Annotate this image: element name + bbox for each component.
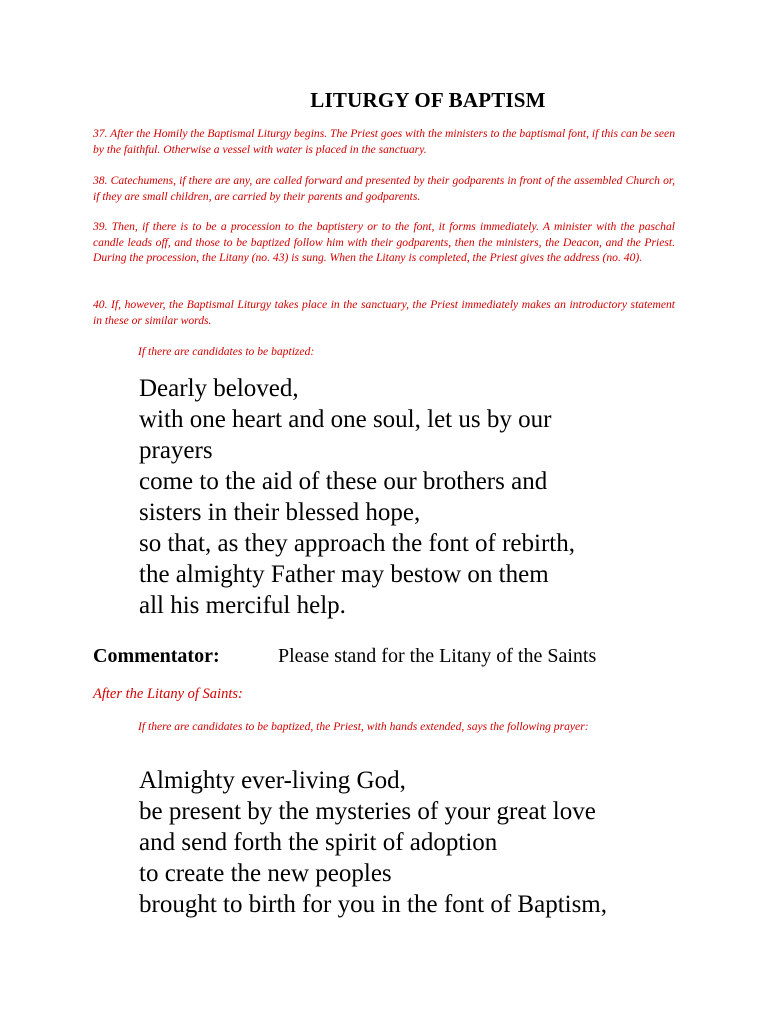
rubric-37: 37. After the Homily the Baptismal Liturgy begins. The Priest goes with the ministers to the baptismal font, if this can be seen by the faithful. Otherwise a vessel with water is placed in the sanctuary. <box>93 127 675 156</box>
commentator-row <box>93 644 713 668</box>
rubric-after-litany: After the Litany of Saints: <box>93 686 243 702</box>
address-text <box>139 373 699 621</box>
rubric-prayer-intro: If there are candidates to be baptized, the Priest, with hands extended, says the following prayer: <box>138 720 589 733</box>
address-line: sisters in their blessed hope, <box>139 499 421 526</box>
rubric-candidates-intro: If there are candidates to be baptized: <box>138 345 315 358</box>
address-line: come to the aid of these our brothers and <box>139 468 548 495</box>
rubric-38: 38. Catechumens, if there are any, are called forward and presented by their godparents in front of the assembled Church or, if they are small children, are carried by their parents and godparents. <box>93 174 675 203</box>
commentator-text: Please stand for the Litany of the Saints <box>278 645 597 667</box>
address-line: with one heart and one soul, let us by our <box>139 406 552 433</box>
prayer-line: to create the new peoples <box>139 860 392 887</box>
address-line: prayers <box>139 437 213 464</box>
rubric-40: 40. If, however, the Baptismal Liturgy takes place in the sanctuary, the Priest immediately makes an introductory statement in these or similar words. <box>93 298 675 327</box>
prayer-line: and send forth the spirit of adoption <box>139 829 498 856</box>
address-line: Dearly beloved, <box>139 375 299 402</box>
commentator-label: Commentator: <box>93 645 220 667</box>
prayer-line: be present by the mysteries of your great love <box>139 798 596 825</box>
address-line: so that, as they approach the font of rebirth, <box>139 530 575 557</box>
address-line: the almighty Father may bestow on them <box>139 561 549 588</box>
address-line: all his merciful help. <box>139 592 346 619</box>
prayer-text <box>139 765 699 920</box>
page-title: LITURGY OF BAPTISM <box>310 88 546 112</box>
rubric-39: 39. Then, if there is to be a procession to the baptistery or to the font, it forms immediately. A minister with the paschal candle leads off, and those to be baptized follow him with their godparents, then the ministers, the Deacon, and the Priest. During the procession, the Litany (no. 43) is sung. When the Litany is completed, the Priest gives the address (no. 40). <box>93 220 675 265</box>
prayer-line: Almighty ever-living God, <box>139 767 406 794</box>
prayer-line: brought to birth for you in the font of Baptism, <box>139 891 608 918</box>
